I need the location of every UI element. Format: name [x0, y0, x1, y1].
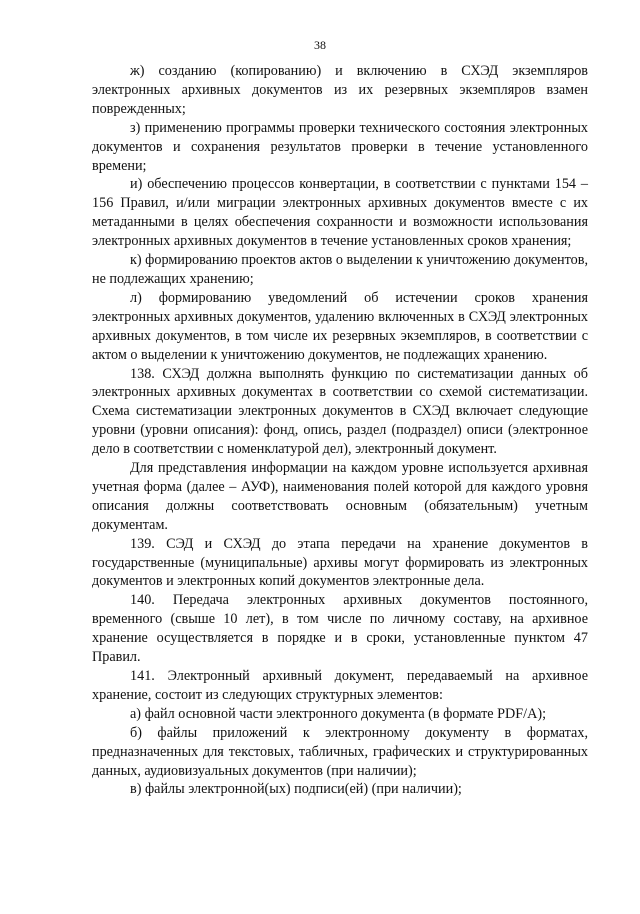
paragraph-141-b: б) файлы приложений к электронному документу в форматах, предназначенных для текстовых, табличных, графических и структурированных данных, аудиовизуальных документов (при наличии); [92, 724, 588, 779]
paragraph-140: 140. Передача электронных архивных документов постоянного, временного (свыше 10 лет), в том числе по личному составу, на архивное хранение осуществляется в порядке и в сроки, установленные пунктом 47 Правил. [92, 592, 588, 666]
paragraph-141-a: а) файл основной части электронного документа (в формате PDF/A); [130, 705, 547, 722]
paragraph-item-z: з) применению программы проверки технического состояния электронных документов и сохранения результатов проверки в течение установленного времени; [92, 119, 588, 174]
paragraph-item-zh: ж) созданию (копированию) и включению в СХЭД экземпляров электронных архивных документов из их резервных экземпляров взамен поврежденных; [92, 63, 588, 117]
paragraph-141-v: в) файлы электронной(ых) подписи(ей) (при наличии); [130, 781, 462, 798]
paragraph-item-l: л) формированию уведомлений об истечении сроков хранения электронных архивных документов, удалению включенных в СХЭД электронных архивных документов, в том числе их резервных экземпляров, в соответствии с актом о выделении к уничтожению документов, не подлежащих хранению. [92, 289, 588, 363]
paragraph-139: 139. СЭД и СХЭД до этапа передачи на хранение документов в государственные (муниципальные) архивы могут формировать из электронных документов и электронных копий документов электронные дела. [92, 535, 588, 590]
paragraph-item-k: к) формированию проектов актов о выделении к уничтожению документов, не подлежащих хранению; [92, 252, 588, 287]
paragraph-item-i: и) обеспечению процессов конвертации, в соответствии с пунктами 154 – 156 Правил, и/или миграции электронных архивных документов вместе с их метаданными в целях обеспечения сохранности и возможности использования электронных архивных документов в течение установленных сроков хранения; [92, 176, 588, 250]
page-number: 38 [314, 38, 326, 52]
paragraph-138-auf: Для представления информации на каждом уровне используется архивная учетная форма (далее – АУФ), наименования полей которой для каждого уровня описания должны соответствовать основным (обязательным) учетным документам. [92, 460, 588, 533]
document-body [92, 62, 588, 799]
paragraph-138: 138. СХЭД должна выполнять функцию по систематизации данных об электронных архивных документах в соответствии со схемой систематизации. Схема систематизации электронных документов в СХЭД включает следующие уровни (уровни описания): фонд, опись, раздел (подраздел) описи (электронное дело в соответствии с номенклатурой дел), электронный документ. [92, 365, 588, 458]
paragraph-141: 141. Электронный архивный документ, передаваемый на архивное хранение, состоит из следующих структурных элементов: [92, 668, 588, 703]
